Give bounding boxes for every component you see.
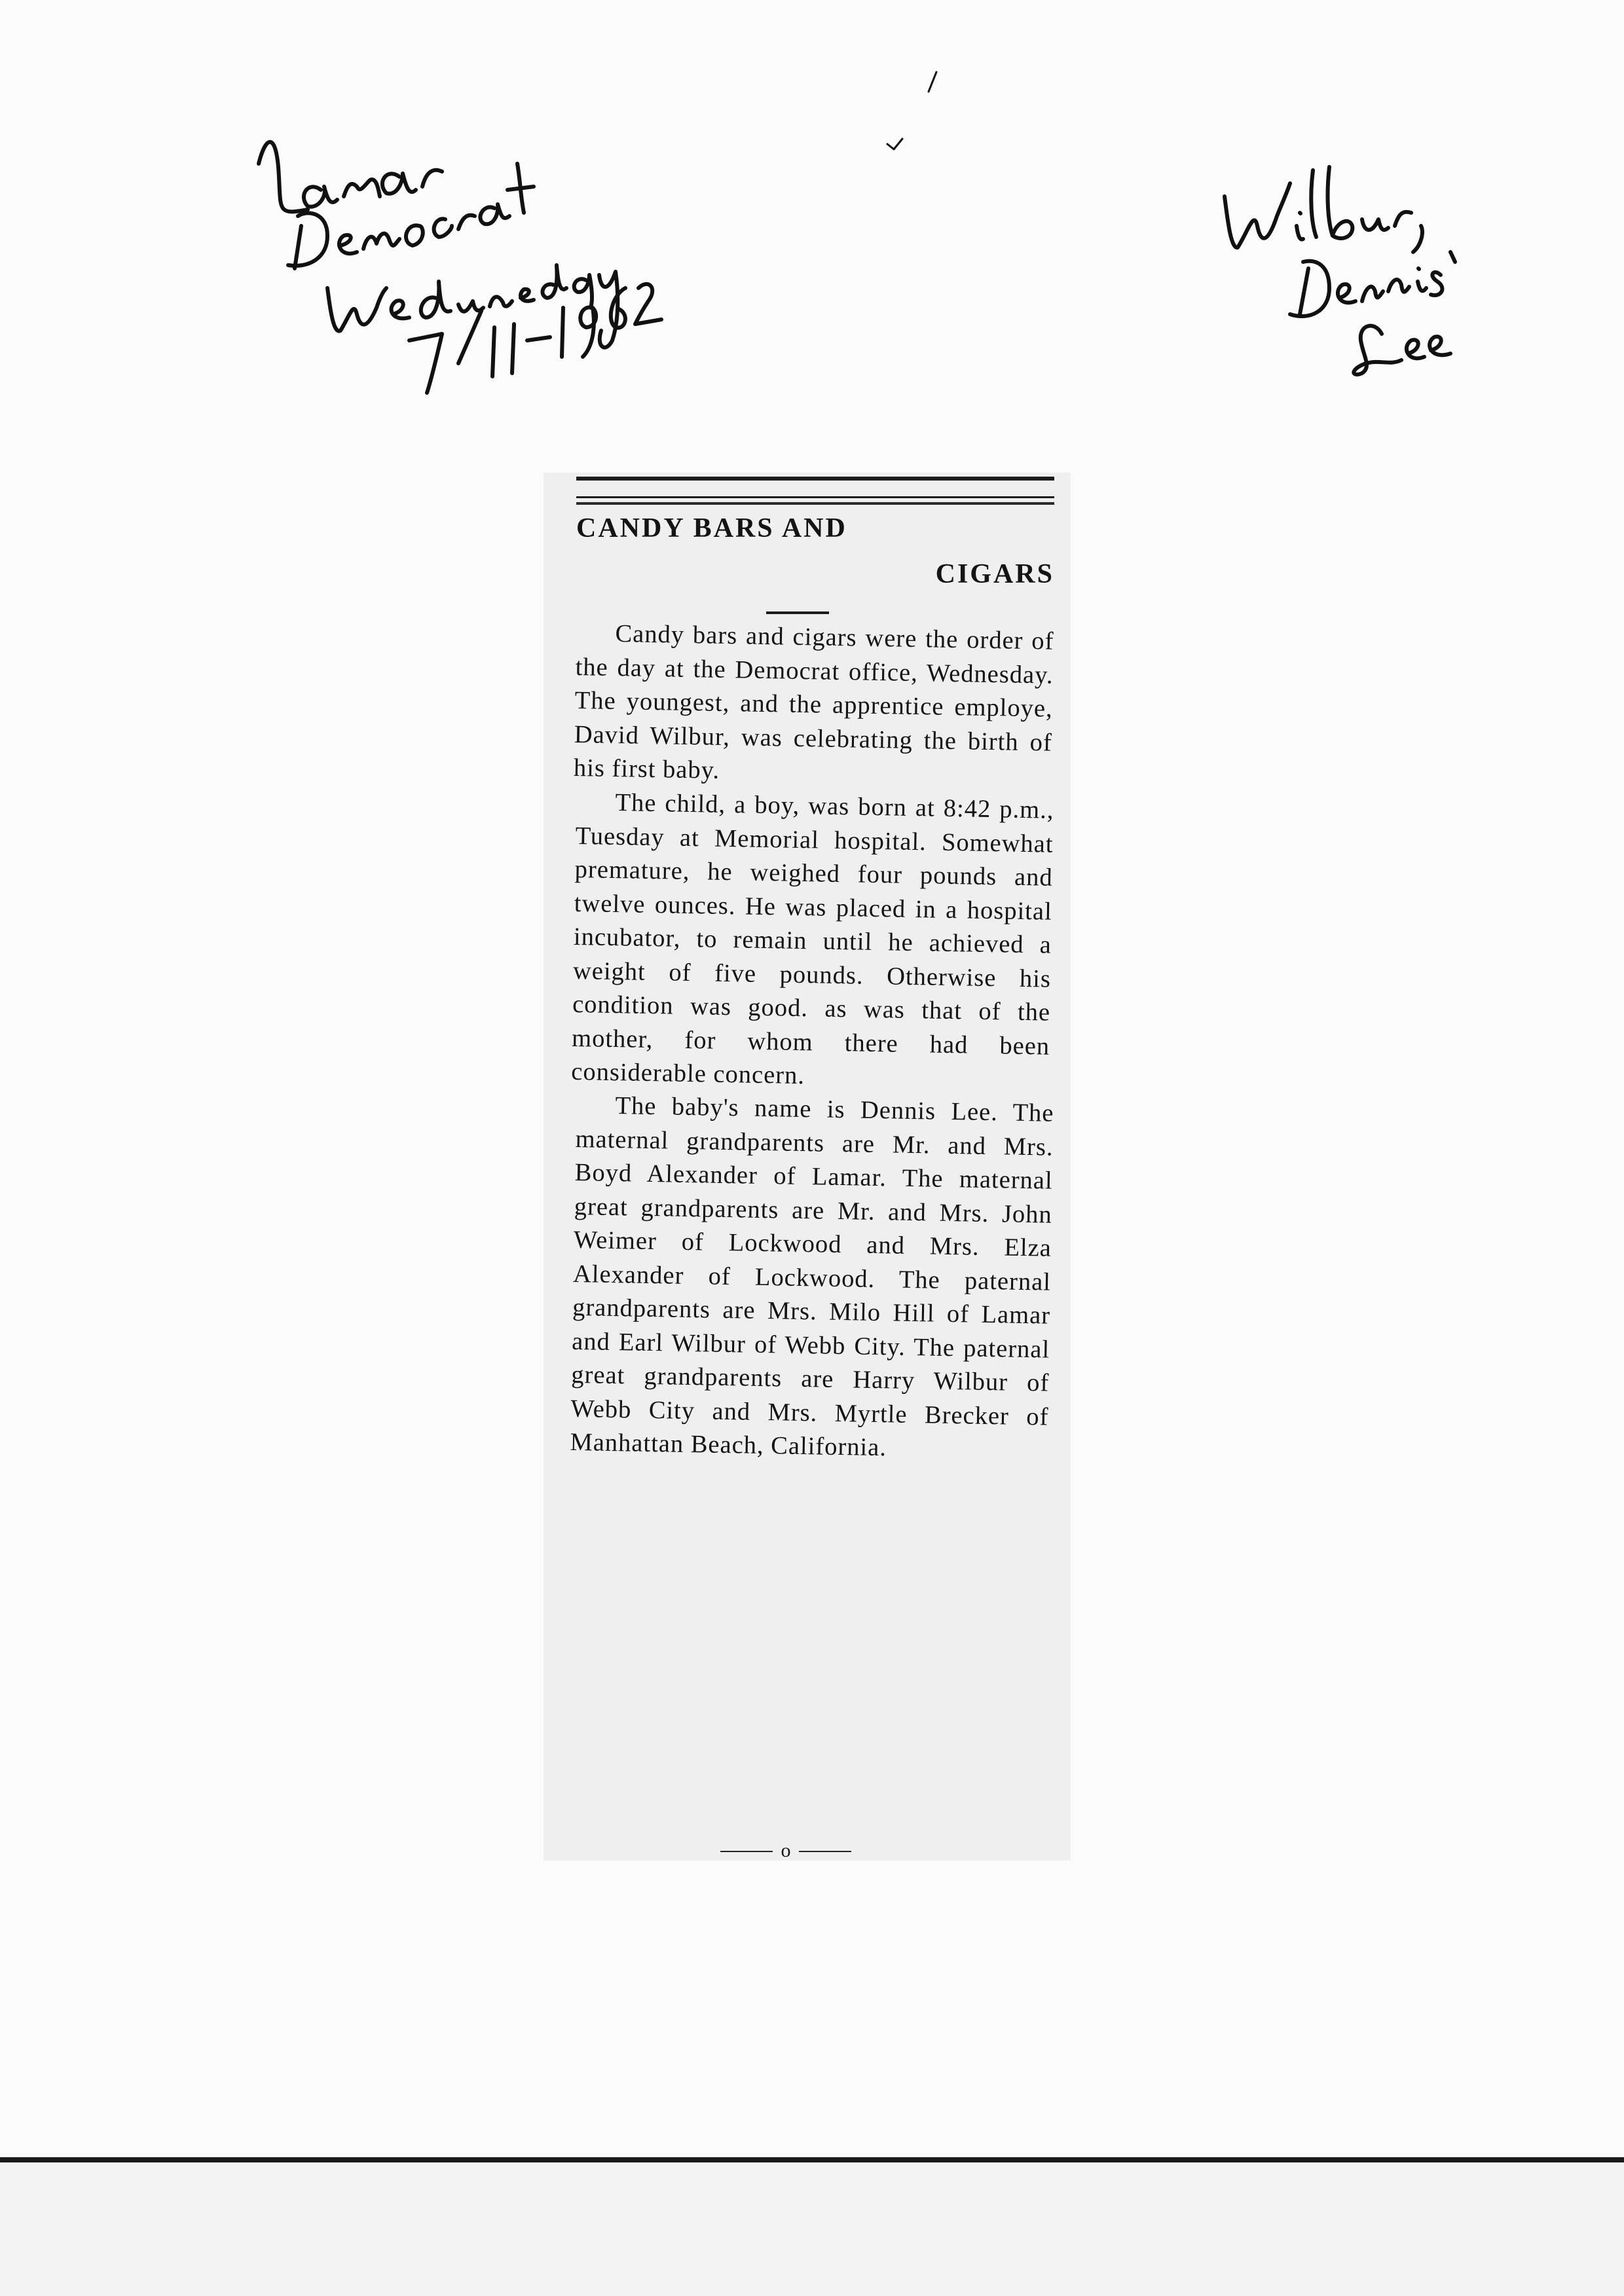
article-paragraph: Candy bars and cigars were the order of the day at the Democrat office, Wednesday. The youngest, and the apprentice employe, David Wilbur, was celebrating the birth of his first baby. xyxy=(573,620,1054,784)
article-paragraph: The child, a boy, was born at 8:42 p.m., Tuesday at Memorial hospital. Somewhat premature, he weighed four pounds and twelve ounces. He was placed in a hospital incubator, to remain until he achieved a weight of five pounds. Otherwise his condition was good. as was that of the mother, for whom there had been considerable concern. xyxy=(571,788,1054,1089)
article-end-mark: o xyxy=(720,1841,851,1861)
scan-bottom-shade xyxy=(0,2162,1624,2296)
scan-edge-line xyxy=(0,2157,1624,2162)
handwritten-annotations xyxy=(0,0,1624,458)
handwriting-wilbur-dennis-lee xyxy=(1225,167,1455,374)
top-rule-lower xyxy=(576,502,1054,505)
top-rule-thin xyxy=(576,496,1054,498)
headline-divider xyxy=(766,611,829,614)
article-paragraph: The baby's name is Dennis Lee. The maternal grandparents are Mr. and Mrs. Boyd Alexander of Lamar. The maternal great grandparents are Mr. and Mrs. John Weimer of Lockwood and Mrs. Elza Alexander of Lockwood. The paternal grandparents are Mrs. Milo Hill of Lamar and Earl Wilbur of Webb City. The paternal great grandparents are Harry Wilbur of Webb City and Mrs. Myrtle Brecker of Manhattan Beach, California. xyxy=(570,1092,1054,1462)
headline-line-2: CIGARS xyxy=(935,559,1054,589)
clipping-column xyxy=(570,473,1054,1861)
handwriting-lamar-democrat xyxy=(259,142,661,393)
article-body xyxy=(570,617,1054,1462)
scan-marks xyxy=(887,72,936,149)
top-rule xyxy=(576,477,1054,481)
headline-line-1: CANDY BARS AND xyxy=(576,513,847,543)
newspaper-clipping xyxy=(544,473,1071,1861)
